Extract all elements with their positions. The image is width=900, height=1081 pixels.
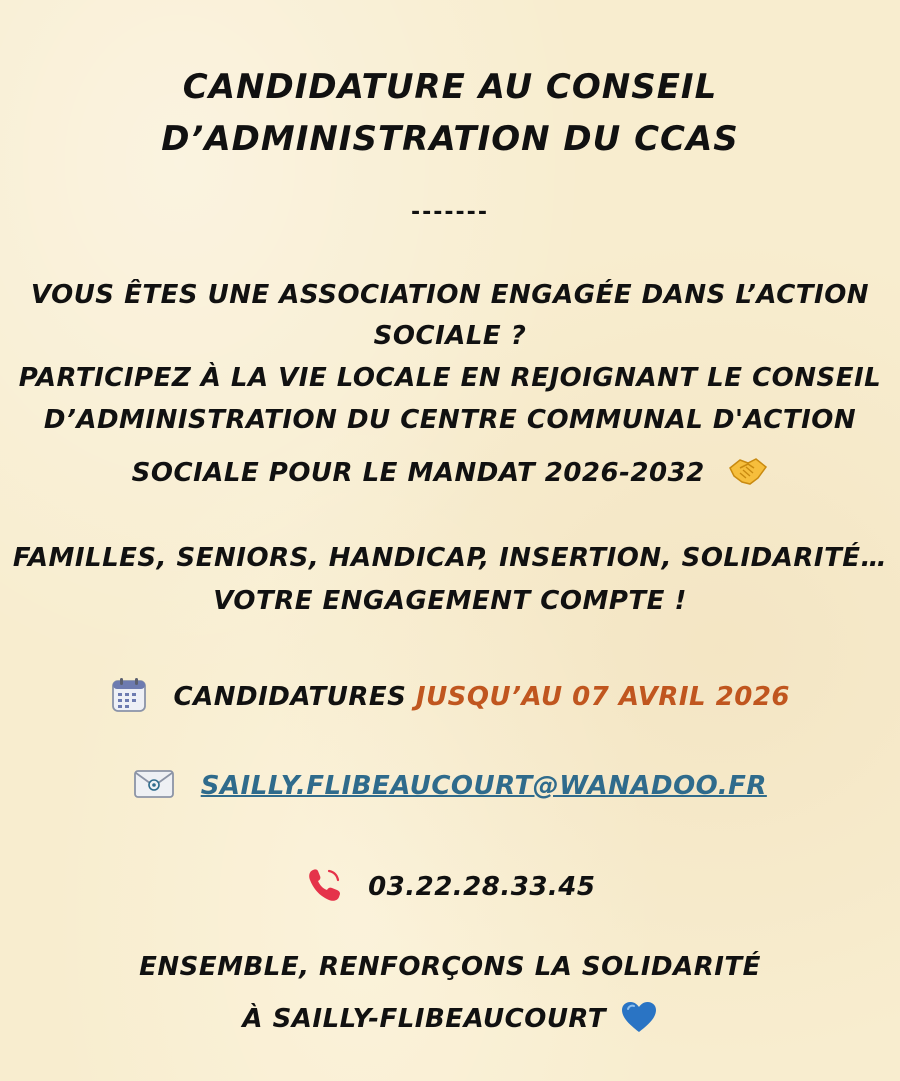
email-line [0,768,900,805]
blue-heart-icon [620,1000,658,1039]
separator: ------- [411,200,489,225]
deadline-date: JUSQU’AU 07 AVRIL 2026 [415,682,791,712]
mandate-text: SOCIALE POUR LE MANDAT 2026-2032 [131,458,705,488]
envelope-icon [133,768,175,805]
domains-line-1: FAMILLES, SENIORS, HANDICAP, INSERTION, SOLIDARITÉ… [12,543,888,573]
intro-line-2: SOCIALE ? [373,321,527,351]
intro-line-3: PARTICIPEZ À LA VIE LOCALE EN REJOIGNANT LE CONSEIL [18,363,882,393]
calendar-icon [110,676,148,719]
intro-line-5 [0,454,900,493]
intro-line-4: D’ADMINISTRATION DU CENTRE COMMUNAL D'ACTION [43,405,857,435]
title-line-2: D’ADMINISTRATION DU CCAS [161,119,739,159]
closing-line-1: ENSEMBLE, RENFORÇONS LA SOLIDARITÉ [139,952,761,982]
deadline-line [0,676,900,719]
title-line-1: CANDIDATURE AU CONSEIL [182,67,718,107]
phone-icon [305,866,343,909]
email-link[interactable]: SAILLY.FLIBEAUCOURT@WANADOO.FR [200,771,767,801]
domains-line-2: VOTRE ENGAGEMENT COMPTE ! [213,586,687,616]
handshake-icon [728,454,768,493]
closing-line-2 [0,1000,900,1039]
deadline-label: CANDIDATURES [173,682,407,712]
closing-town: À SAILLY-FLIBEAUCOURT [242,1004,607,1034]
phone-number[interactable]: 03.22.28.33.45 [368,872,596,902]
phone-line [0,866,900,909]
intro-line-1: VOUS ÊTES UNE ASSOCIATION ENGAGÉE DANS L’ACTION [30,280,870,310]
